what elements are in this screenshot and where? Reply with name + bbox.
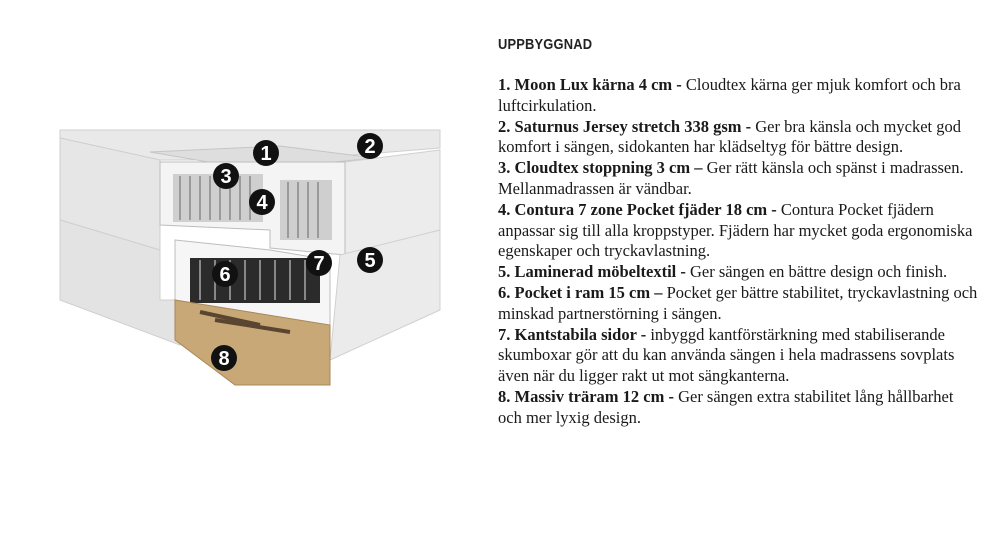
svg-text:5: 5: [364, 250, 376, 272]
section-heading: UPPBYGGNAD: [498, 36, 593, 53]
base-side-left: [60, 220, 180, 345]
item-7: [498, 325, 978, 387]
svg-text:6: 6: [219, 264, 231, 286]
item-4-title: 4. Contura 7 zone Pocket fjäder 18 cm -: [498, 199, 777, 219]
badge-3: [213, 163, 239, 189]
badge-4: [249, 189, 275, 215]
item-7-title: 7. Kantstabila sidor -: [498, 324, 647, 344]
item-6: [498, 283, 978, 325]
description-panel: [498, 36, 978, 429]
item-3-title: 3. Cloudtex stoppning 3 cm –: [498, 158, 703, 178]
badge-8: [211, 345, 237, 371]
badge-2: [357, 133, 383, 159]
item-5-title: 5. Laminerad möbeltextil -: [498, 262, 686, 282]
badge-1: [253, 140, 279, 166]
svg-text:7: 7: [313, 253, 325, 275]
item-8: [498, 387, 978, 429]
item-5: [498, 262, 978, 283]
item-8-title: 8. Massiv träram 12 cm -: [498, 386, 674, 406]
item-4-text: Contura Pocket fjädern anpassar sig till alla kroppstyper. Fjädern har mycket goda ergonomiska egenskaper och tryckavlastning.: [498, 199, 973, 261]
bed-diagram: [40, 100, 450, 400]
item-1: [498, 75, 978, 117]
badge-5: [357, 247, 383, 273]
item-5-text: Ger sängen en bättre design och finish.: [685, 262, 948, 282]
pocket-springs-base: [190, 258, 320, 303]
item-8-text: Ger sängen extra stabilitet lång hållbarhet och mer lyxig design.: [498, 386, 954, 427]
item-6-title: 6. Pocket i ram 15 cm –: [498, 282, 663, 302]
item-2-text: Ger bra känsla och mycket god komfort i sängen, sidokanten har klädseltyg för bättre design.: [498, 116, 961, 157]
badge-7: [306, 250, 332, 276]
item-6-text: Pocket ger bättre stabilitet, tryckavlastning och minskad partnerstörning i sängen.: [498, 282, 978, 323]
bed-cross-section-illustration: [40, 100, 450, 400]
item-1-text: Cloudtex kärna ger mjuk komfort och bra luftcirkulation.: [498, 75, 961, 115]
svg-text:4: 4: [256, 192, 268, 214]
item-3-text: Ger rätt känsla och spänst i madrassen. Mellanmadrassen är vändbar.: [498, 158, 964, 198]
item-7-text: inbyggd kantförstärkning med stabiliserande skumboxar gör att du kan använda sängen i hela madrassens sovplats även när du ligger rakt ut mot sängkanterna.: [498, 324, 955, 386]
svg-text:1: 1: [260, 143, 272, 165]
item-2-title: 2. Saturnus Jersey stretch 338 gsm -: [498, 116, 752, 136]
item-4: [498, 200, 978, 262]
svg-text:2: 2: [364, 136, 376, 158]
item-1-title: 1. Moon Lux kärna 4 cm -: [498, 75, 682, 94]
item-2: [498, 117, 978, 159]
svg-text:3: 3: [220, 166, 232, 188]
badge-6: [212, 261, 238, 287]
svg-text:8: 8: [218, 348, 230, 370]
item-3: [498, 158, 978, 200]
